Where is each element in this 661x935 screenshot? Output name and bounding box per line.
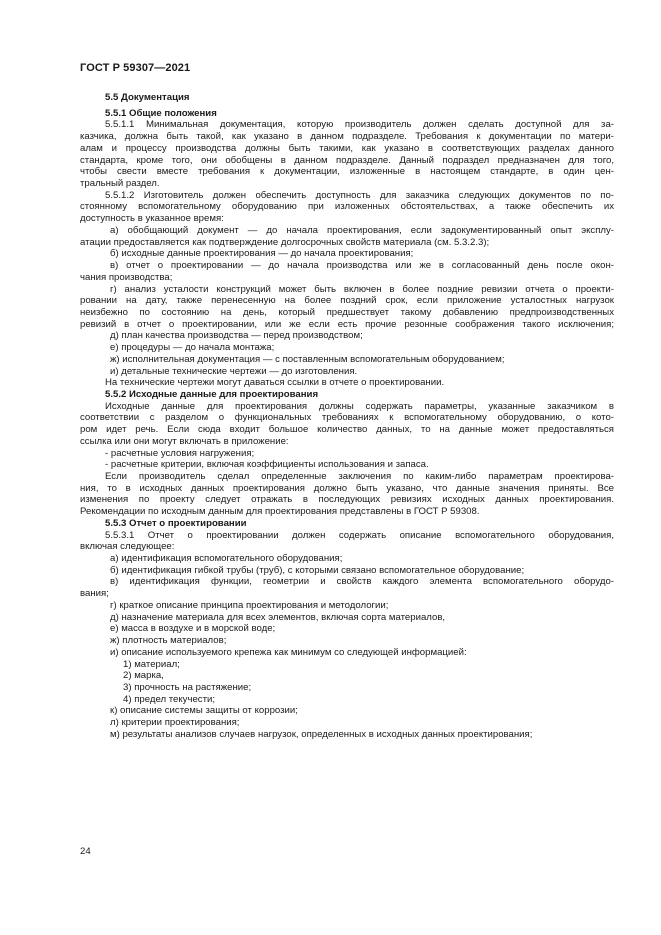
text-line: л) критерии проектирования; xyxy=(110,717,240,729)
text-line: вания; xyxy=(80,588,109,600)
text-line: а) идентификация вспомогательного оборудования; xyxy=(110,553,343,565)
text-line: ровании на дату, также перенесенную на более поздний срок, если приложение усталостных нагрузок xyxy=(80,295,614,307)
text-line: е) масса в воздухе и в морской воде; xyxy=(110,623,276,635)
section-heading: 5.5.3 Отчет о проектировании xyxy=(105,517,247,529)
text-line: изменения по проекту следует отражать в последующих ревизиях исходных данных проектирования. xyxy=(80,494,614,506)
text-line: е) процедуры — до начала монтажа; xyxy=(110,342,275,354)
text-line: в) отчет о проектировании — до начала производства или же в согласованный день после окон- xyxy=(110,260,614,272)
text-line: г) краткое описание принципа проектирования и методологии; xyxy=(110,599,389,611)
text-line: 4) предел текучести; xyxy=(123,693,216,705)
section-heading: 5.5.2 Исходные данные для проектирования xyxy=(105,388,319,400)
text-line: 2) марка, xyxy=(123,670,164,682)
text-line: б) исходные данные проектирования — до начала проектирования; xyxy=(110,248,414,260)
text-line: ревизий в отчет о проектировании, или же если есть прочие резонные соображения такого исключения; xyxy=(80,318,614,330)
text-line: включая следующее: xyxy=(80,541,175,553)
document-code-header: ГОСТ Р 59307—2021 xyxy=(80,62,191,74)
text-line: 5.5.1.2 Изготовитель должен обеспечить доступность для заказчика следующих документов по по- xyxy=(105,189,614,201)
text-line: в) идентификация функции, геометрии и свойств каждого элемента вспомогательного оборудо- xyxy=(110,576,614,588)
text-line: и) описание используемого крепежа как минимум со следующей информацией: xyxy=(110,646,467,658)
text-line: б) идентификация гибкой трубы (труб), с которыми связано вспомогательное оборудование; xyxy=(110,564,525,576)
text-line: и) детальные технические чертежи — до изготовления. xyxy=(110,365,358,377)
page-number: 24 xyxy=(80,846,91,857)
text-line: д) назначение материала для всех элементов, включая сорта материалов, xyxy=(110,611,446,623)
text-line: тральный раздел. xyxy=(80,178,160,190)
text-line: казчика, должна быть такой, как указано в данном подразделе. Требования к документации по матери- xyxy=(80,131,614,143)
text-line: г) анализ усталости конструкций может быть включен в более поздние ревизии отчета о проекти- xyxy=(110,283,614,295)
text-line: Рекомендации по исходным данным для проектирования представлены в ГОСТ Р 59308. xyxy=(80,506,480,518)
text-line: доступность в указанное время: xyxy=(80,213,224,225)
section-heading: 5.5 Документация xyxy=(105,92,190,103)
text-line: а) обобщающий документ — до начала проектирования, если задокументированный опыт эксплу- xyxy=(110,224,614,236)
text-line: - расчетные условия нагружения; xyxy=(105,447,255,459)
text-line: неизбежно по состоянию на день, который предшествует такому добавлению предпроизводственных xyxy=(80,306,614,318)
text-line: д) план качества производства — перед производством; xyxy=(110,330,363,342)
text-line: 1) материал; xyxy=(123,658,180,670)
text-line: м) результаты анализов случаев нагрузок, определенных в исходных данных проектирования; xyxy=(110,728,533,740)
text-line: - расчетные критерии, включая коэффициенты использования и запаса. xyxy=(105,459,429,471)
document-body xyxy=(80,92,614,741)
text-line: ссылка или они могут включать в приложение: xyxy=(80,435,289,447)
text-line: атации предоставляется как подтверждение долгосрочных свойств материала (см. 5.3.2.3); xyxy=(80,236,490,248)
text-line: 5.5.3.1 Отчет о проектировании должен содержать описание вспомогательного оборудования, xyxy=(105,529,614,541)
text-line: Если производитель сделал определенные заключения по каким-либо параметрам проектирова- xyxy=(105,471,614,482)
text-line: ром идет речь. Если сюда входит большое количество данных, то на данные может предоставляться xyxy=(80,424,614,436)
text-line: к) описание системы защиты от коррозии; xyxy=(110,705,298,717)
text-line: чтобы свести вместе требования к документации, изложенные в настоящем стандарте, в один цен- xyxy=(80,166,614,178)
text-line: ния, то в исходных данных проектирования должно быть указано, что данные значения приняты. Все xyxy=(80,482,614,494)
text-line: алам и процессу производства должны быть такими, как указано в соответствующих разделах данного xyxy=(80,142,614,154)
text-line: ж) плотность материалов; xyxy=(110,635,227,647)
text-line: ж) исполнительная документация — с поставленным вспомогательным оборудованием; xyxy=(110,353,505,365)
text-line: 5.5.1.1 Минимальная документация, которую производитель должен сделать доступной для за- xyxy=(105,119,614,131)
text-line: чания производства; xyxy=(80,271,173,283)
text-line: стандарта, кроме того, они обобщены в данном подразделе. Данный подраздел предназначен для того, xyxy=(80,154,614,166)
text-line: стоянному вспомогательному оборудованию при изложенных обстоятельствах, а также обеспечить их xyxy=(80,201,614,213)
text-line: 3) прочность на растяжение; xyxy=(123,681,252,693)
text-line: соответствии с разделом о функциональных требованиях к вспомогательному оборудованию, о кото- xyxy=(80,412,614,424)
text-line: Исходные данные для проектирования должны содержать параметры, указанные заказчиком в xyxy=(105,400,614,412)
section-heading: 5.5.1 Общие положения xyxy=(105,107,217,119)
text-line: На технические чертежи могут даваться ссылки в отчете о проектировании. xyxy=(105,377,445,389)
